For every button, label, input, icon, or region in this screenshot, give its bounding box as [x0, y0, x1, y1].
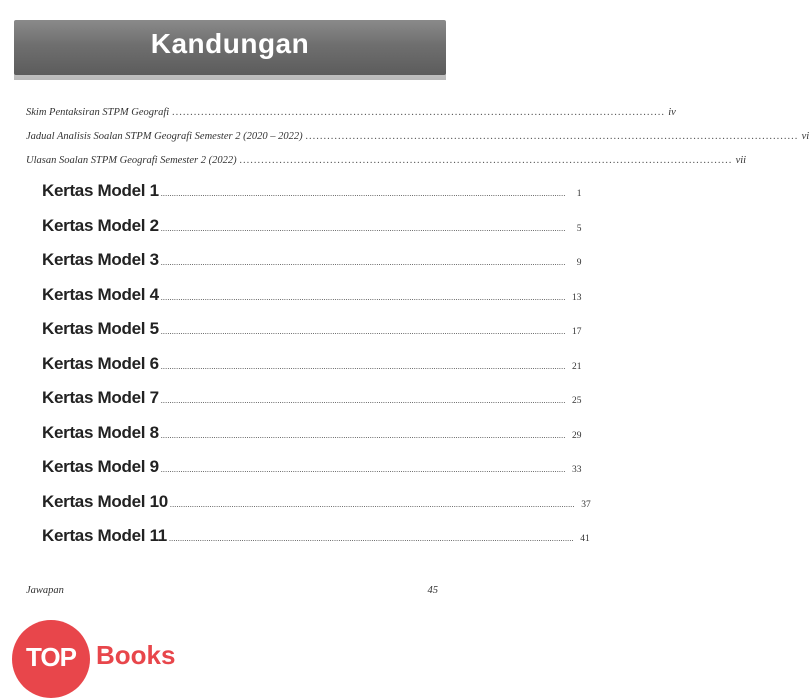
toc-entry-page: vii	[735, 155, 747, 166]
dot-leader: ........................................................................................................................................................................................	[160, 189, 566, 198]
toc-model-entry[interactable]	[42, 319, 582, 354]
dot-leader: ........................................................................................................................................................................................	[160, 465, 566, 474]
model-label: Kertas Model 2	[42, 215, 159, 235]
model-label: Kertas Model 9	[42, 457, 159, 476]
model-page: 1	[576, 189, 582, 199]
page-title: Kandungan	[150, 28, 310, 59]
toc-model-entry[interactable]	[42, 422, 582, 458]
model-page: 33	[572, 465, 582, 475]
toc-entry[interactable]	[26, 155, 747, 179]
toc-model-entry[interactable]	[42, 215, 582, 251]
model-label: Kertas Model 6	[42, 353, 159, 373]
toc-entry-label: Skim Pentaksiran STPM Geografi	[26, 107, 170, 118]
model-page: 29	[572, 430, 582, 441]
dot-leader: ........................................................................................................................................................................................	[160, 430, 566, 440]
toc-answers-entry[interactable]	[26, 585, 438, 596]
logo-word: Books	[96, 640, 176, 670]
logo-circle-text: TOP	[26, 642, 76, 672]
toc-model-entry[interactable]	[42, 284, 582, 320]
model-page: 17	[572, 327, 582, 337]
toc-model-entry[interactable]	[42, 353, 582, 389]
dot-leader: ........................................................................................................................................................................................	[160, 258, 566, 267]
toc-entry-page: vi	[801, 131, 809, 142]
toc-model-entry[interactable]	[42, 388, 582, 423]
answers-page: 45	[427, 585, 438, 596]
toc-entry[interactable]	[26, 107, 676, 131]
model-page: 41	[580, 534, 590, 544]
dot-leader: ........................................................................................................................................	[172, 107, 666, 118]
model-page: 25	[572, 396, 582, 406]
model-page: 5	[576, 223, 582, 234]
model-label: Kertas Model 5	[42, 319, 159, 338]
model-label: Kertas Model 1	[42, 181, 159, 200]
dot-leader: ........................................................................................................................................................................................	[168, 534, 574, 543]
dot-leader: ........................................................................................................................................	[305, 131, 799, 142]
dot-leader: ........................................................................................................................................	[239, 155, 733, 166]
toc-entry-label: Ulasan Soalan STPM Geografi Semester 2 (2022)	[26, 155, 237, 166]
dot-leader: ........................................................................................................................................................................................	[160, 396, 566, 405]
toc-entry-label: Jadual Analisis Soalan STPM Geografi Semester 2 (2020 – 2022)	[26, 131, 303, 142]
toc-model-entry[interactable]	[42, 526, 590, 561]
dot-leader: ........................................................................................................................................................................................	[160, 292, 566, 302]
toc-model-entry[interactable]	[42, 181, 582, 216]
dot-leader: ........................................................................................................................................................................................	[160, 223, 566, 233]
toc-intro-list	[26, 107, 809, 179]
model-label: Kertas Model 4	[42, 284, 159, 304]
dot-leader: ........................................................................................................................................................................................	[160, 327, 566, 336]
model-page: 37	[581, 499, 591, 510]
toc-model-entry[interactable]	[42, 250, 582, 285]
model-page: 21	[572, 361, 582, 372]
toc-model-entry[interactable]	[42, 457, 582, 492]
toc-model-entry[interactable]	[42, 491, 591, 527]
model-label: Kertas Model 8	[42, 422, 159, 442]
toc-entry[interactable]	[26, 131, 809, 155]
toc-model-list	[42, 181, 591, 561]
dot-leader: ........................................................................................................................................................................................	[169, 499, 575, 509]
answers-label: Jawapan	[26, 585, 64, 596]
model-label: Kertas Model 7	[42, 388, 159, 407]
dot-leader: ........................................................................................................................................................................................	[160, 361, 566, 371]
model-page: 13	[572, 292, 582, 303]
model-label: Kertas Model 11	[42, 526, 167, 545]
model-label: Kertas Model 10	[42, 491, 168, 511]
model-page: 9	[576, 258, 582, 268]
toc-entry-page: iv	[668, 107, 676, 118]
model-label: Kertas Model 3	[42, 250, 159, 269]
topbooks-logo	[12, 620, 212, 700]
